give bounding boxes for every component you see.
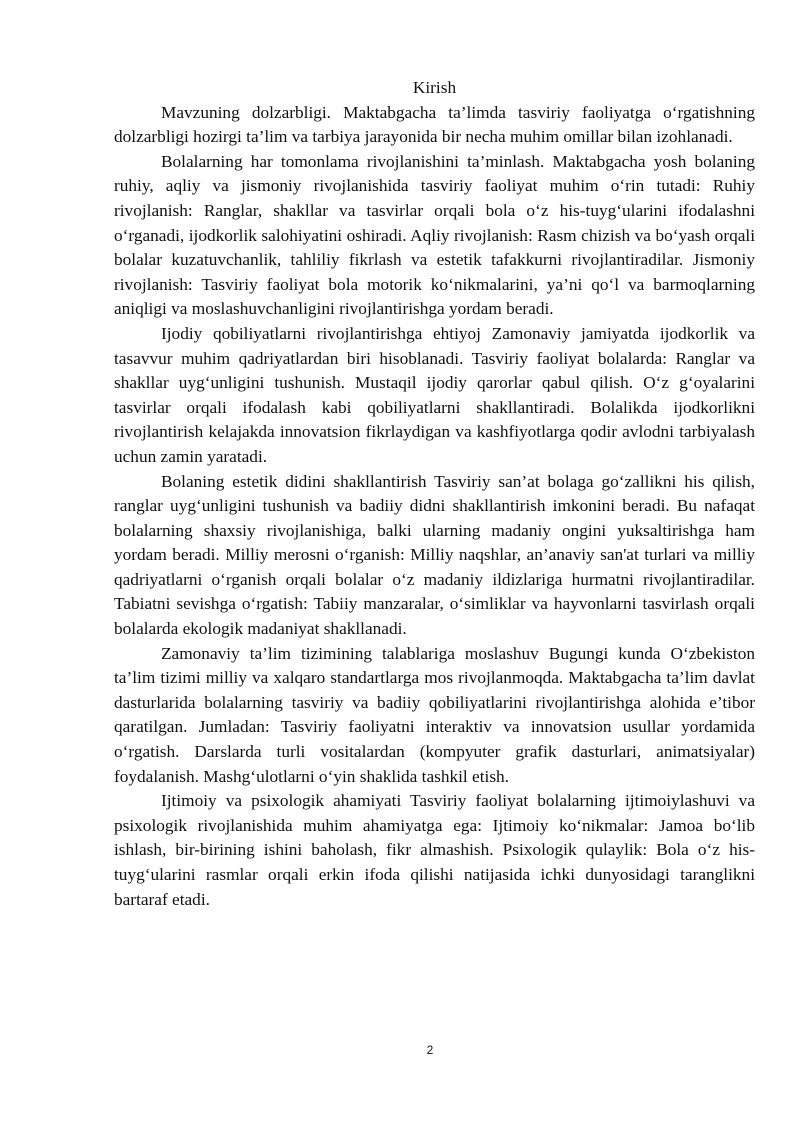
document-page (114, 76, 755, 912)
page-number: 2 (426, 1043, 434, 1057)
paragraph-social-psychological: Ijtimoiy va psixologik ahamiyati Tasviriy faoliyat bolalarning ijtimoiylashuvi va psixologik rivojlanishida muhim ahamiyatga ega: Ijtimoiy ko‘nikmalar: Jamoa bo‘lib ishlash, bir-birining ishini baholash, fikr almashish. Psixologik qulaylik: Bola o‘z his-tuyg‘ularini rasmlar orqali erkin ifoda qilishi natijasida ichki dunyosidagi taranglikni bartaraf etadi. (114, 791, 755, 909)
paragraph-relevance: Mavzuning dolzarbligi. Maktabgacha ta’limda tasviriy faoliyatga o‘rgatishning dolzarbligi hozirgi ta’lim va tarbiya jarayonida bir necha muhim omillar bilan izohlanadi. (114, 102, 755, 147)
section-title: Kirish (412, 78, 457, 97)
paragraph-creativity: Ijodiy qobiliyatlarni rivojlantirishga ehtiyoj Zamonaviy jamiyatda ijodkorlik va tasavvur muhim qadriyatlardan biri hisoblanadi. Tasviriy faoliyat bolalarda: Ranglar va shakllar uyg‘unligini tushunish. Mustaqil ijodiy qarorlar qabul qilish. O‘z g‘oyalarini tasvirlar orqali ifodalash kabi qobiliyatlarni shakllantiradi. Bolalikda ijodkorlikni rivojlantirish kelajakda innovatsion fikrlaydigan va kashfiyotlarga qodir avlodni tarbiyalash uchun zamin yaratadi. (114, 323, 755, 466)
paragraph-aesthetics: Bolaning estetik didini shakllantirish Tasviriy san’at bolaga go‘zallikni his qilish, ranglar uyg‘unligini tushunish va badiiy didni shakllantirish imkonini beradi. Bu nafaqat bolalarning shaxsiy rivojlanishiga, balki ularning madaniy ongini yuksaltirishga ham yordam beradi. Milliy merosni o‘rganish: Milliy naqshlar, an’anaviy san'at turlari va milliy qadriyatlarni o‘rganish orqali bolalar o‘z madaniy ildizlariga hurmatni rivojlantiradilar. Tabiatni sevishga o‘rgatish: Tabiiy manzaralar, o‘simliklar va hayvonlarni tasvirlash orqali bolalarda ekologik madaniyat shakllanadi. (114, 471, 755, 639)
paragraph-development: Bolalarning har tomonlama rivojlanishini ta’minlash. Maktabgacha yosh bolaning ruhiy, aqliy va jismoniy rivojlanishida tasviriy faoliyat muhim o‘rin tutadi: Ruhiy rivojlanish: Ranglar, shakllar va tasvirlar orqali bola o‘z his-tuyg‘ularini ifodalashni o‘rganadi, ijodkorlik salohiyatini oshiradi. Aqliy rivojlanish: Rasm chizish va bo‘yash orqali bolalar kuzatuvchanlik, tahliliy fikrlash va estetik tafakkurni rivojlantiradilar. Jismoniy rivojlanish: Tasviriy faoliyat bola motorik ko‘nikmalarini, ya’ni qo‘l va barmoqlarning aniqligi va moslashuvchanligini rivojlantirishga yordam beradi. (114, 151, 755, 319)
paragraph-modern-education: Zamonaviy ta’lim tizimining talablariga moslashuv Bugungi kunda O‘zbekiston ta’lim tizimi milliy va xalqaro standartlarga mos rivojlanmoqda. Maktabgacha ta’lim davlat dasturlarida bolalarning tasviriy va badiiy qobiliyatlarini rivojlantirishga alohida e’tibor qaratilgan. Jumladan: Tasviriy faoliyatni interaktiv va innovatsion usullar yordamida o‘rgatish. Darslarda turli vositalardan (kompyuter grafik dasturlari, animatsiyalar) foydalanish. Mashg‘ulotlarni o‘yin shaklida tashkil etish. (114, 643, 755, 786)
